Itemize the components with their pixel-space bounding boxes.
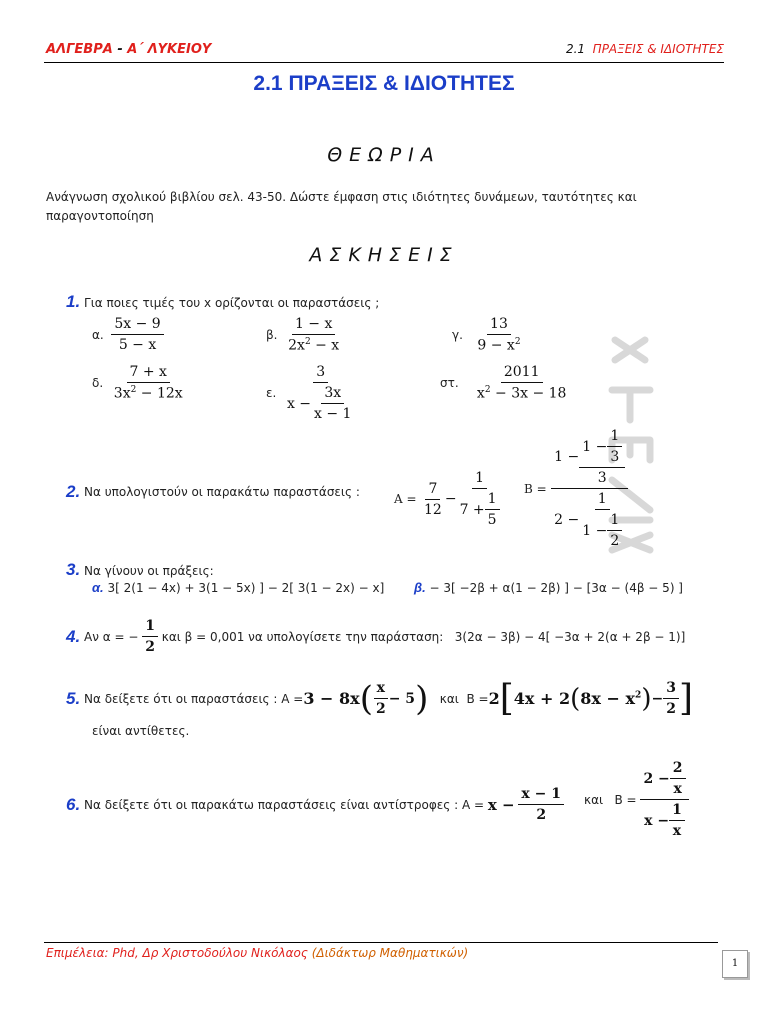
ex1-item-b: β. $\frac{1 - x}{2x^2 - x}$	[266, 316, 340, 354]
theory-text: Ανάγνωση σχολικού βιβλίου σελ. 43-50. Δώστε έμφαση στις ιδιότητες δυνάμεων, ταυτότητες και παραγοντοποίηση	[46, 190, 637, 223]
footer-divider	[44, 942, 718, 943]
ex6-expression-b: και B = 2 − $\frac{2}{x}$ x − $\frac{1}{x}$	[584, 760, 689, 839]
exercise-2: 2. Να υπολογιστούν οι παρακάτω παραστάσεις :	[66, 482, 360, 501]
exercises-heading: ΑΣΚΗΣΕΙΣ	[309, 244, 459, 266]
ex2-expression-a: A = $\frac{7}{12}$ − 1 7 + $\frac{1}{5}$	[394, 470, 503, 528]
exercise-4: 4. Αν α = − $\frac{1}{2}$ και β = 0,001 να υπολογίσετε την παράσταση: 3(2α − 3β) − 4[ −3α + 2(α + 2β − 1)]	[66, 618, 686, 655]
exercise-6: 6. Να δείξετε ότι οι παρακάτω παραστάσεις είναι αντίστροφες : A = x − $\frac{x - 1}{2}$	[66, 786, 564, 823]
exercise-5: 5. Να δείξετε ότι οι παραστάσεις : A = 3 − 8x ( $\frac{x}{2}$ − 5 ) και B = 2 [ 4x + 2 ( $8x - x^2$ ) − $\frac{3}{2}$ ]	[66, 678, 693, 719]
ex1-item-st: στ. $\frac{2011}{x^2 - 3x - 18}$	[440, 364, 567, 402]
ex1-item-d: δ. $\frac{7 + x}{3x^2 - 12x}$	[92, 364, 183, 402]
ex3-item-a: α. 3[ 2(1 − 4x) + 3(1 − 5x) ] − 2[ 3(1 − 2x) − x]	[92, 580, 385, 595]
exercise-3: 3. Να γίνουν οι πράξεις:	[66, 560, 214, 579]
theory-heading: ΘΕΩΡΙΑ	[327, 144, 441, 166]
ex5-conclusion: είναι αντίθετες.	[92, 724, 190, 738]
ex1-item-a: α. $\frac{5x - 9}{5 - x}$	[92, 316, 164, 353]
ex2-expression-b: B = 1 − 1 − $\frac{1}{3}$ 3 2 − 1 1 − $\frac{1}{2}$	[524, 428, 628, 549]
page-number: 1	[722, 950, 748, 978]
exercise-1: 1. Για ποιες τιμές του x ορίζονται οι παραστάσεις ;	[66, 292, 380, 311]
footer-author: Επιμέλεια: Phd, Δρ Χριστοδούλου Νικόλαος (Διδάκτωρ Μαθηματικών)	[46, 946, 469, 960]
header-course: ΑΛΓΕΒΡΑ - Α΄ ΛΥΚΕΙΟΥ	[46, 42, 212, 57]
header-divider	[44, 62, 724, 63]
ex3-item-b: β. − 3[ −2β + α(1 − 2β) ] − [3α − (4β − 5) ]	[414, 580, 683, 595]
header-chapter: 2.1 ΠΡΑΞΕΙΣ & ΙΔΙΟΤΗΤΕΣ	[565, 42, 724, 56]
page-title: 2.1 ΠΡΑΞΕΙΣ & ΙΔΙΟΤΗΤΕΣ	[253, 72, 515, 95]
ex1-item-e: ε. 3 x − $\frac{3x}{x - 1}$	[266, 364, 352, 422]
ex1-item-g: γ. $\frac{13}{9 - x^2}$	[452, 316, 521, 354]
